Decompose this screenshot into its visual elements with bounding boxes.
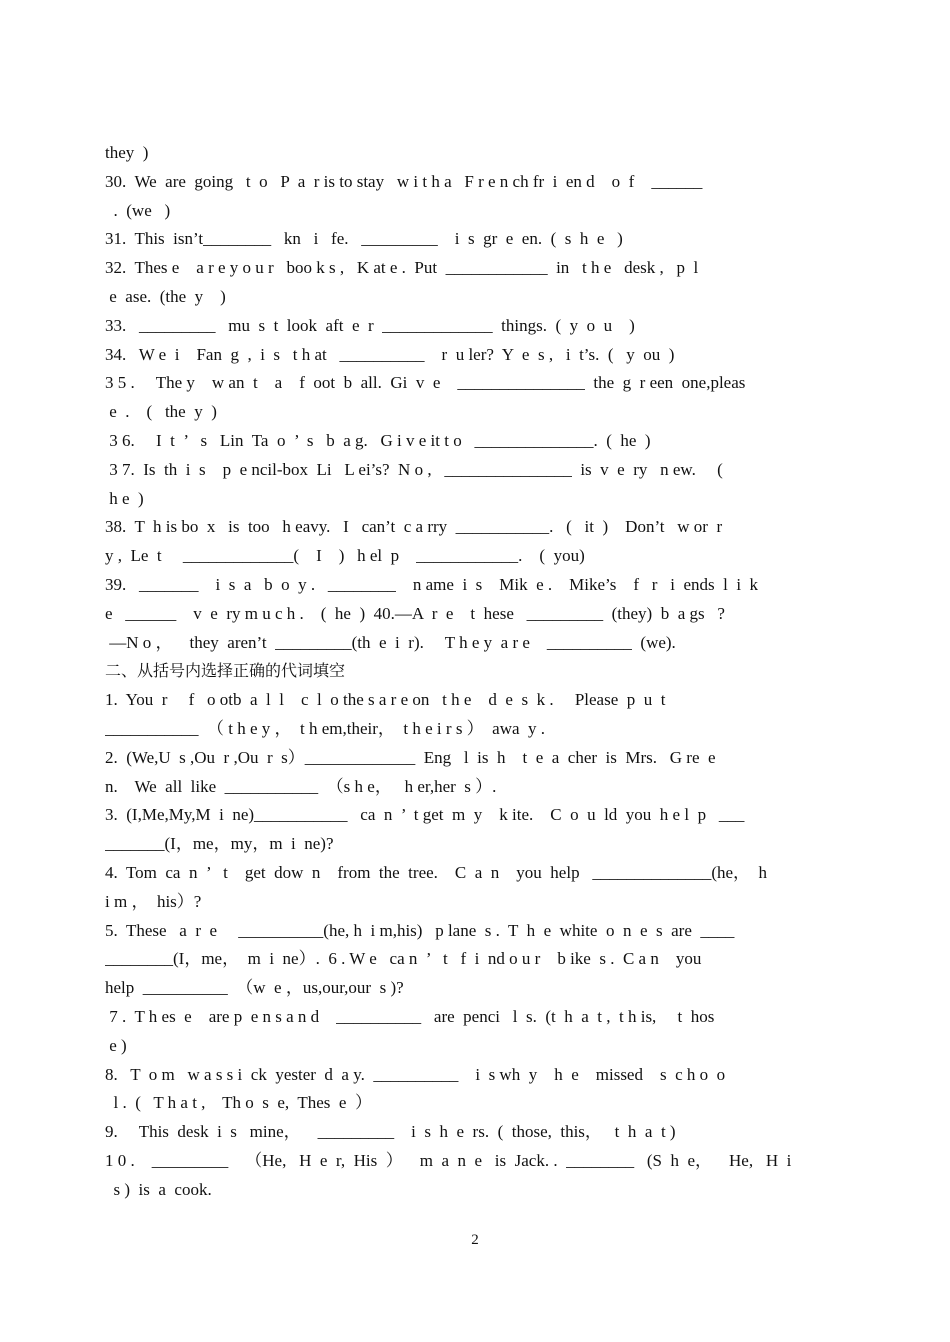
exercise-3: 3. (I,Me,My,M i ne)___________ ca n ’ t get m y k ite. C o u ld you h e l p ___ — [105, 805, 745, 825]
question-30: 30. We are going t o P a r is to stay w i t h a F r e n ch fr i en d o f ______ — [105, 171, 703, 191]
question-40: e ______ v e ry m u c h . ( he ) 40.—A r e t hese _________ (they) b a gs ? — [105, 603, 725, 623]
text-line: e . ( the y ) — [105, 402, 217, 422]
text-line: y , Le t _____________( I ) h el p ____________. ( you) — [105, 546, 585, 566]
worksheet-body — [105, 139, 851, 1204]
question-38: 38. T h is bo x is too h eavy. I can’t c a rry ___________. ( it ) Don’t w or r — [105, 517, 723, 537]
text-line: e ase. (the y ) — [105, 286, 226, 306]
question-39: 39. _______ i s a b o y . ________ n ame i s Mik e . Mike’s f r i ends l i k — [105, 574, 759, 594]
text-line: help __________ （w e ，us,our,our s )? — [105, 978, 404, 998]
exercise-2: 2. (We,U s ,Ou r ,Ou r s）_____________ Eng l is h t e a cher is Mrs. G re e — [105, 747, 716, 767]
text-line: i m ， his）? — [105, 891, 202, 911]
text-line: . (we ) — [105, 200, 171, 220]
text-line: e ) — [105, 1035, 127, 1055]
text-line: n. We all like ___________ （s h e， h er,her s ）. — [105, 776, 497, 796]
question-32: 32. Thes e a r e y o u r boo k s , K at e . Put ____________ in t h e desk , p l — [105, 258, 699, 278]
section-heading: 二、从括号内选择正确的代词填空 — [105, 661, 346, 681]
exercise-8: 8. T o m w a s s i ck yester d a y. __________ i s wh y h e missed s c h o o — [105, 1064, 726, 1084]
question-31: 31. This isn’t________ kn i fe. _________ i s gr e en. ( s h e ) — [105, 229, 623, 249]
text-line: s ) is a cook. — [105, 1179, 212, 1199]
question-34: 34. W e i Fan g , i s t h at __________ r u ler? Y e s , i t’s. ( y ou ) — [105, 344, 675, 364]
text-line: —N o ， they aren’t _________(th e i r). T h e y a r e __________ (we). — [105, 632, 676, 652]
exercise-1: 1. You r f o otb a l l c l o the s a r e on t h e d e s k . Please p u t — [105, 690, 666, 710]
page-number: 2 — [471, 1232, 479, 1248]
question-33: 33. _________ mu s t look aft e r _____________ things. ( y o u ) — [105, 315, 635, 335]
question-37: 3 7. Is th i s p e ncil-box Li L ei’s? N o , _______________ is v e ry n ew. ( — [105, 459, 723, 479]
exercise-9: 9. This desk i s mine， _________ i s h e rs. ( those, this， t h a t ) — [105, 1122, 676, 1142]
exercise-4: 4. Tom ca n ’ t get dow n from the tree. C a n you help ______________(he， h — [105, 862, 768, 882]
exercise-10: 1 0 . _________ （He, H e r, His ） m a n e is Jack. . ________ (S h e， He, H i — [105, 1150, 792, 1170]
text-line: l . ( T h a t , Th o s e, Thes e ） — [105, 1093, 372, 1113]
text-line: h e ) — [105, 488, 144, 508]
question-36: 3 6. I t ’ s Lin Ta o ’ s b a g. G i v e it t o ______________. ( he ) — [105, 430, 651, 450]
question-35: 3 5 . The y w an t a f oot b all. Gi v e _______________ the g r een one,pleas — [105, 373, 746, 393]
exercise-6: ________(I，me， m i ne）. 6 . W e ca n ’ t f i nd o u r b ike s . C a n you — [105, 949, 702, 969]
exercise-5: 5. These a r e __________(he, h i m,his) p lane s . T h e white o n e s are ____ — [105, 920, 735, 940]
text-line: _______(I，me，my，m i ne)? — [105, 834, 334, 854]
text-line: ___________ （ t h e y ， t h em,their， t h e i r s ） awa y . — [105, 718, 546, 738]
text-line: they ) — [105, 143, 149, 162]
exercise-7: 7 . T h es e are p e n s a n d __________ are penci l s. (t h a t , t h is, t hos — [105, 1006, 715, 1026]
